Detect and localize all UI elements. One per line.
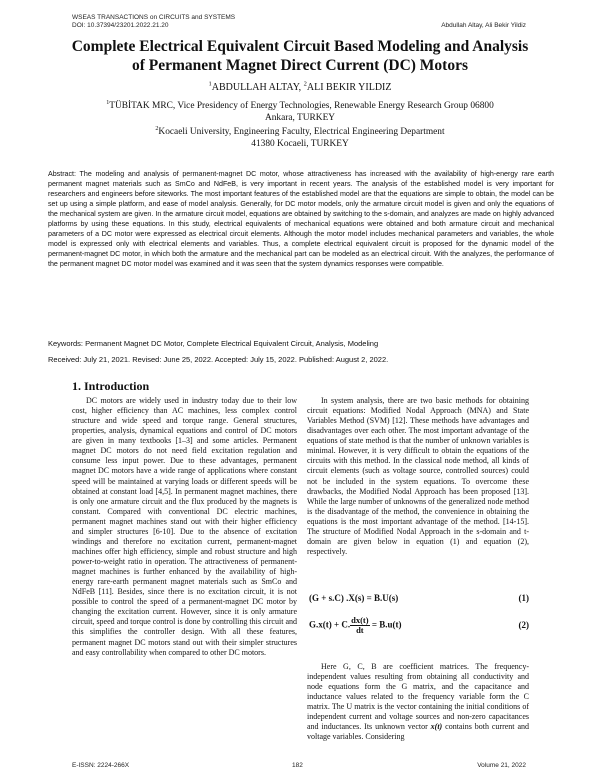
footer-issn: E-ISSN: 2224-266X: [72, 762, 130, 769]
running-authors: Abdullah Altay, Ali Bekir Yildiz: [441, 22, 526, 29]
equation-2-left: G.x(t) + C.: [309, 619, 351, 630]
abstract: Abstract: The modeling and analysis of permanent-magnet DC motor, whose attractiveness has increased with the availability of high-energy rare earth permanent magnet materials such as SmCo and NdFeB, is very important in recent years. The analysis of the established model is very important for researchers and engineers before siteworks. The most important features of the established model are that the equations are simple to obtain, the model can be set up using a simple platform, and ease of model analysis. Generally, for DC motor models, only the armature circuit model is given and only the equations of the mechanical system are given. In the armature circuit model, equations are obtained by switching to the s-domain, and analyzes are made on highly advanced platforms by using these equations. In this study, electrical equivalents of mechanical equations were obtained and both armature circuit and mechanical parameters of a DC motor were expressed as electrical circuit elements. Although the motor model includes mechanical parameters and variables, the whole model is expressed only with electrical elements and variables. Thus, a complete electrical equivalent circuit is proposed for the dynamic model of the permanent-magnet DC motor, in which both the armature and the mechanical part can be modeled as an electrical circuit. With the analyzes, the performance of the permanent magnet DC motor model was examined and it was seen that the system dynamics responses were compatible.: [48, 170, 554, 269]
intro-right-column: [307, 396, 529, 557]
doi: DOI: 10.37394/23201.2022.21.20: [72, 22, 169, 29]
affiliation-2: [40, 126, 560, 150]
equation-2-right: = B.u(t): [369, 619, 402, 630]
equation-2-fraction: [350, 616, 369, 635]
after-equation-text: [307, 662, 529, 743]
aff2-sup: 2: [155, 125, 159, 132]
intro-paragraph-1: DC motors are widely used in industry today due to their low cost, higher efficiency than AC machines, less complex control structure and wide speed and torque range. General structures, properties, analysis, dynamical equations and control of DC motors are given in many textbooks [1–3] and some articles. Permanent magnet DC motors do not need field excitation regulation and consume less input power. Due to these advantages, permanent magnet DC motors have a wide range of applications where constant speed will be maintained at varying loads or different speeds will be obtained at constant load [4,5]. In permanent magnet machines, there is only one armature circuit and the flux produced by the magnets is constant. Compared with conventional DC electric machines, permanent magnet machines stand out with their higher efficiency and simpler structures [6-10]. Due to the absence of excitation windings and therefore no excitation current, permanent-magnet machines offer high efficiency, simple and robust structure and high power-to-weight ratio in operation. The attractiveness of permanent-magnet machines is further enhanced by the availability of high-energy rare-earth permanent magnet materials such as SmCo and NdFeB [11]. Besides, since there is no excitation circuit, it is not possible to control the speed of a permanent-magnet DC motor by changing the excitation current. However, since it is only armature circuit, speed and torque control is done by controlling this circuit and this simplifies the controller design. With all these features, permanent magnet DC motors stand out with their simpler structures and easy controllability when compared to other DC motors.: [72, 396, 297, 657]
journal-name: WSEAS TRANSACTIONS on CIRCUITS and SYSTEMS: [72, 14, 236, 21]
aff1-sup: 1: [106, 99, 110, 106]
section-heading: 1. Introduction: [72, 379, 150, 393]
footer-volume: Volume 21, 2022: [477, 762, 526, 769]
intro-paragraph-2: In system analysis, there are two basic methods for obtaining circuit equations: Modified Nodal Approach (MNA) and State Variables Method (SVM) [12]. These methods have advantages and disadvantages over each other. The most important advantage of the equations of state method is that the number of unknown variables is minimal. However, it is very difficult to obtain the equations of the circuits with this method. In the classical node method, all kinds of circuit elements (such as voltage source, controlled sources) could not be included in the system equations. To overcome these drawbacks, the Modified Nodal Approach has been proposed [13]. While the large number of unknowns of the generalized node method is the disadvantage of the method, the convenience in obtaining the equations is the most important advantage of the method. [14-15]. The structure of Modified Nodal Approach in the s-domain and t-domain are given below in equation (1) and equation (2), respectively.: [307, 396, 530, 556]
title-line-2: of Permanent Magnet Direct Current (DC) Motors: [131, 57, 468, 74]
keywords: Keywords: Permanent Magnet DC Motor, Complete Electrical Equivalent Circuit, Analysis, Modeling: [48, 339, 379, 348]
after-eq-xt: x(t): [430, 722, 443, 732]
aff2-line2: 41380 Kocaeli, TURKEY: [251, 139, 349, 149]
publication-dates: Received: July 21, 2021. Revised: June 25, 2022. Accepted: July 15, 2022. Published: August 2, 2022.: [48, 355, 389, 364]
author-sup-1: 1: [208, 80, 212, 88]
after-equation-paragraph: [307, 662, 529, 743]
equation-2-denominator: dt: [356, 625, 364, 635]
author-1: ABDULLAH ALTAY,: [211, 82, 304, 93]
after-eq-part-2: contains both current and voltage variables. Considering: [307, 722, 529, 742]
author-sup-2: 2: [303, 80, 307, 88]
equation-1-number: (1): [518, 593, 529, 603]
author-2: ALI BEKIR YILDIZ: [306, 82, 392, 93]
footer-page-number: 182: [292, 762, 303, 769]
aff2-line1: Kocaeli University, Engineering Faculty, Electrical Engineering Department: [158, 127, 445, 137]
after-eq-part-1: Here G, C, B are coefficient matrices. The frequency-independent values resulting from obtaining all conductivity and node equations form the G matrix, and the capacitance and inductance values related to the frequency variable form the C matrix. The U matrix is the vector containing the initial conditions of independent current and voltage sources and non-zero capacitances and inductances. Its unknown vector: [307, 662, 529, 732]
equation-2-number: (2): [518, 620, 529, 630]
authors: [40, 82, 560, 93]
paper-title: [40, 37, 560, 75]
title-line-1: Complete Electrical Equivalent Circuit Based Modeling and Analysis: [71, 38, 529, 55]
aff1-line1: TÜBİTAK MRC, Vice Presidency of Energy Technologies, Renewable Energy Research Group 06800: [109, 101, 494, 111]
equation-2: [307, 614, 529, 638]
equation-1-body: (G + s.C) .X(s) = B.U(s): [309, 593, 399, 603]
affiliation-1: [40, 100, 560, 124]
equation-2-numerator: dx(t): [351, 615, 369, 625]
aff1-line2: Ankara, TURKEY: [264, 113, 336, 123]
intro-left-column: [72, 396, 297, 658]
running-header: [72, 14, 235, 30]
